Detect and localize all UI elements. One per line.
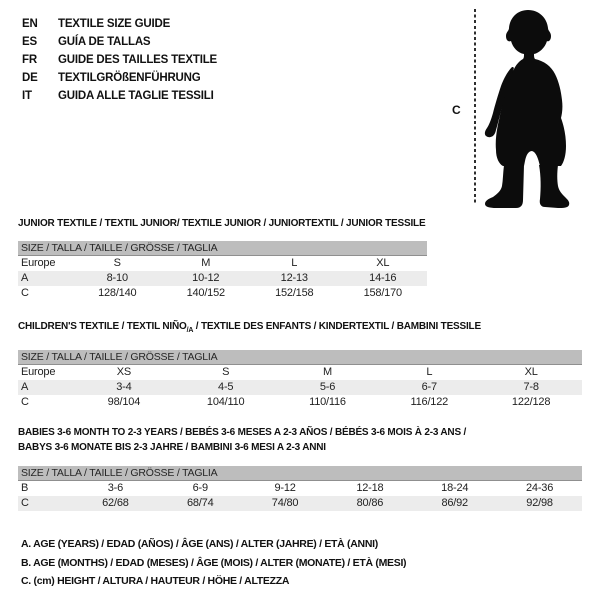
language-label: TEXTILGRÖßENFÜHRUNG — [58, 72, 201, 84]
size-cell: S — [113, 257, 121, 269]
table-title-text: / TEXTILE DES ENFANTS / KINDERTEXTIL / BAMBINI TESSILE — [193, 321, 481, 332]
size-cell: S — [222, 366, 230, 378]
table-row — [18, 365, 582, 380]
size-grid-table — [18, 365, 582, 410]
size-cell: 98/104 — [107, 396, 141, 408]
size-cell: 140/152 — [186, 287, 225, 299]
language-code: EN — [22, 18, 38, 30]
size-cell: 62/68 — [102, 497, 129, 509]
size-cell: 92/98 — [526, 497, 553, 509]
size-cell: 152/158 — [275, 287, 314, 299]
size-cell: 12-18 — [356, 482, 384, 494]
row-label: C — [21, 396, 29, 408]
language-row — [22, 15, 217, 33]
language-row — [22, 87, 217, 105]
row-label: B — [21, 482, 29, 494]
language-code: IT — [22, 90, 32, 102]
size-cell: XL — [524, 366, 538, 378]
table-title — [18, 320, 582, 338]
table-row — [18, 286, 427, 301]
size-cell: L — [291, 257, 298, 269]
size-cell: 128/140 — [98, 287, 137, 299]
size-cell: 12-13 — [280, 272, 308, 284]
row-label: A — [21, 381, 29, 393]
size-cell: 9-12 — [274, 482, 296, 494]
table-title — [18, 217, 427, 231]
size-cell: 5-6 — [319, 381, 336, 393]
baby-silhouette-icon — [481, 8, 573, 208]
table-title — [18, 425, 582, 455]
size-cell: 8-10 — [106, 272, 128, 284]
table-title-text: BABYS 3-6 MONATE BIS 2-3 JAHRE / BAMBINI 3-6 MESI A 2-3 ANNI — [18, 442, 326, 453]
size-cell: 86/92 — [441, 497, 468, 509]
footnote-line: A. AGE (YEARS) / EDAD (AÑOS) / ÂGE (ANS) / ALTER (JAHRE) / ETÀ (ANNI) — [21, 538, 378, 550]
table-title-line — [18, 425, 582, 440]
row-label: C — [21, 497, 29, 509]
language-code: FR — [22, 54, 37, 66]
size-grid-table — [18, 481, 582, 511]
size-cell: 116/122 — [410, 396, 449, 408]
size-cell: 104/110 — [206, 396, 245, 408]
size-cell: M — [323, 366, 332, 378]
table-row — [18, 481, 582, 496]
size-cell: 3-6 — [107, 482, 124, 494]
size-cell: 68/74 — [186, 497, 214, 509]
size-table-babies — [18, 425, 582, 511]
table-title-text: CHILDREN'S TEXTILE / TEXTIL NIÑO — [18, 321, 187, 332]
table-title-text: JUNIOR TEXTILE / TEXTIL JUNIOR/ TEXTILE JUNIOR / JUNIORTEXTIL / JUNIOR TESSILE — [18, 218, 426, 229]
table-row — [18, 271, 427, 286]
size-cell: 6-7 — [421, 381, 437, 393]
size-cell: 10-12 — [192, 272, 220, 284]
size-cell: 158/170 — [363, 287, 402, 299]
size-cell: 110/116 — [309, 396, 346, 408]
size-cell: 3-4 — [116, 381, 132, 393]
footnote-line: C. (cm) HEIGHT / ALTURA / HAUTEUR / HÖHE / ALTEZZA — [21, 575, 290, 587]
size-cell: 6-9 — [192, 482, 208, 494]
height-dashed-line — [474, 9, 476, 205]
language-row — [22, 69, 217, 87]
size-cell: 18-24 — [441, 482, 469, 494]
size-table-junior — [18, 217, 427, 301]
size-cell: M — [201, 257, 211, 269]
row-label: A — [21, 272, 29, 284]
size-cell: XL — [376, 257, 390, 269]
table-row — [18, 496, 582, 511]
size-cell: 80/86 — [356, 497, 384, 509]
table-row — [18, 395, 582, 410]
size-cell: 122/128 — [511, 396, 551, 408]
footnote-line: B. AGE (MONTHS) / EDAD (MESES) / ÂGE (MOIS) / ALTER (MONATE) / ETÀ (MESI) — [21, 556, 407, 569]
language-code: ES — [22, 36, 37, 48]
row-label: C — [21, 287, 29, 299]
language-label: GUIDA ALLE TAGLIE TESSILI — [58, 90, 214, 102]
table-title-text: BABIES 3-6 MONTH TO 2-3 YEARS / BEBÉS 3-6 MESES A 2-3 AÑOS / BÉBÉS 3-6 MOIS À 2-3 ANS / — [18, 427, 467, 438]
language-label: GUÍA DE TALLAS — [58, 36, 151, 48]
language-code: DE — [22, 72, 38, 84]
size-cell: XS — [116, 366, 132, 378]
row-label: Europe — [21, 257, 56, 269]
language-row — [22, 51, 217, 69]
size-cell: 7-8 — [523, 381, 539, 393]
size-cell: 74/80 — [271, 497, 299, 509]
size-cell: 14-16 — [369, 272, 397, 284]
table-title-text: /A — [186, 327, 194, 334]
size-header-bar: SIZE / TALLA / TAILLE / GRÖSSE / TAGLIA — [18, 466, 582, 481]
table-title-line — [18, 217, 427, 231]
language-label: GUIDE DES TAILLES TEXTILE — [58, 54, 217, 66]
footnotes — [21, 535, 406, 591]
language-label: TEXTILE SIZE GUIDE — [58, 18, 171, 30]
language-row — [22, 33, 217, 51]
size-cell: 4-5 — [218, 381, 234, 393]
size-header-bar: SIZE / TALLA / TAILLE / GRÖSSE / TAGLIA — [18, 350, 582, 365]
size-grid-table — [18, 256, 427, 301]
table-row — [18, 380, 582, 395]
table-row — [18, 256, 427, 271]
size-table-children — [18, 320, 582, 410]
language-list — [22, 15, 217, 105]
table-title-line — [18, 320, 582, 338]
size-cell: L — [426, 366, 433, 378]
table-title-line — [18, 440, 582, 455]
height-c-label: C — [452, 103, 461, 117]
row-label: Europe — [21, 366, 56, 378]
size-cell: 24-36 — [526, 482, 554, 494]
size-header-bar: SIZE / TALLA / TAILLE / GRÖSSE / TAGLIA — [18, 241, 427, 256]
